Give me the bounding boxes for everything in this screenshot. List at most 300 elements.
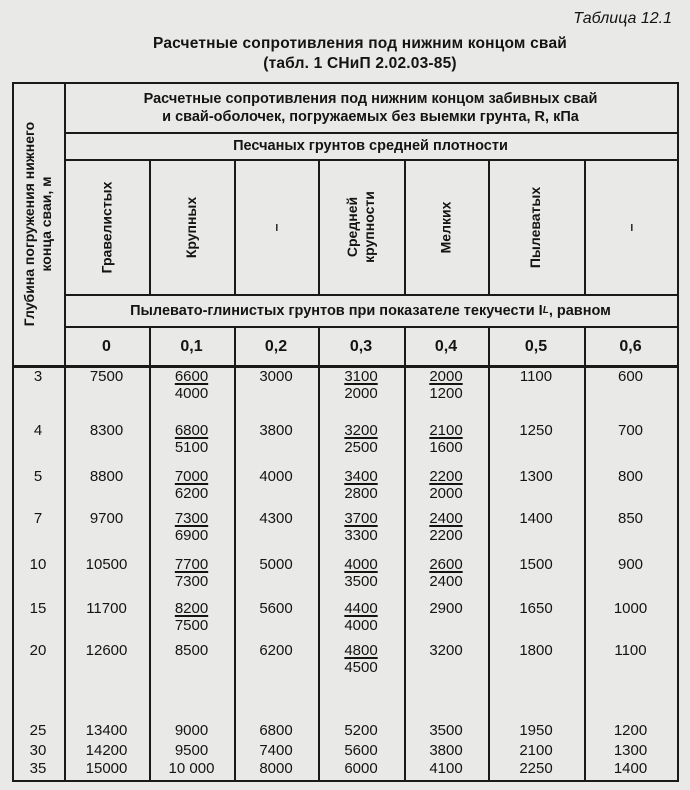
cell-value-lower: 4000 bbox=[344, 617, 378, 634]
cell-value-lower: 3300 bbox=[344, 527, 378, 544]
cell-line bbox=[584, 468, 677, 485]
cell-line bbox=[149, 573, 234, 590]
table-title: Расчетные сопротивления под нижним концом свай bbox=[152, 35, 567, 52]
cell-line bbox=[488, 368, 584, 385]
table-cell bbox=[234, 368, 318, 385]
cell-value: 1100 bbox=[519, 368, 553, 385]
cell-line bbox=[404, 742, 488, 759]
cell-line bbox=[318, 527, 404, 544]
cell-value: 5600 bbox=[259, 600, 293, 617]
sand-type-label bbox=[344, 191, 378, 263]
table-cell bbox=[584, 760, 677, 777]
cell-value-lower: 4000 bbox=[174, 385, 209, 402]
cell-line bbox=[584, 556, 677, 573]
cell-value: 8800 bbox=[89, 468, 124, 485]
cell-value: 1500 bbox=[519, 556, 553, 573]
clay-header bbox=[64, 295, 677, 326]
cell-value: 6600 bbox=[174, 368, 209, 385]
sand-type-label bbox=[183, 196, 200, 257]
table-cell bbox=[149, 642, 234, 659]
cell-value: 850 bbox=[617, 510, 644, 527]
cell-value-lower: 6200 bbox=[174, 485, 209, 502]
cell-line bbox=[584, 422, 677, 439]
sand-type-line: – bbox=[267, 223, 284, 231]
cell-value: 8200 bbox=[174, 600, 209, 617]
table-cell bbox=[404, 642, 488, 659]
depth-value: 7 bbox=[33, 510, 43, 527]
table-cell bbox=[404, 510, 488, 544]
sand-type-label bbox=[527, 186, 544, 267]
cell-value: 3100 bbox=[344, 368, 378, 385]
table-cell bbox=[404, 760, 488, 777]
table-cell bbox=[404, 422, 488, 456]
cell-value: 800 bbox=[617, 468, 644, 485]
cell-line bbox=[318, 385, 404, 402]
table-cell bbox=[584, 642, 677, 659]
depth-value: 35 bbox=[29, 760, 47, 777]
table-cell bbox=[488, 600, 584, 617]
cell-line bbox=[149, 422, 234, 439]
table-cell bbox=[488, 722, 584, 739]
cell-value-lower: 1200 bbox=[429, 385, 463, 402]
cell-line bbox=[488, 422, 584, 439]
table-cell bbox=[149, 556, 234, 590]
cell-value: 2100 bbox=[429, 422, 463, 439]
cell-line bbox=[404, 368, 488, 385]
table-caption: Таблица 12.1 bbox=[573, 10, 672, 27]
cell-value: 14200 bbox=[85, 742, 128, 759]
cell-line bbox=[149, 510, 234, 527]
table-cell bbox=[584, 368, 677, 385]
cell-line bbox=[149, 600, 234, 617]
table-cell bbox=[318, 742, 404, 759]
cell-value: 13400 bbox=[85, 722, 128, 739]
cell-line bbox=[149, 439, 234, 456]
depth-value: 20 bbox=[29, 642, 47, 659]
table-cell bbox=[149, 468, 234, 502]
cell-line bbox=[404, 573, 488, 590]
table-cell bbox=[149, 422, 234, 456]
cell-line bbox=[488, 642, 584, 659]
cell-line bbox=[149, 642, 234, 659]
fluidity-index: 0,6 bbox=[619, 337, 642, 355]
cell-value-lower: 6900 bbox=[174, 527, 209, 544]
cell-line bbox=[64, 468, 149, 485]
sand-type-line: Мелких bbox=[437, 201, 454, 253]
rule-col-body bbox=[488, 327, 490, 780]
cell-value-lower: 7300 bbox=[174, 573, 209, 590]
cell-line bbox=[584, 742, 677, 759]
cell-line bbox=[404, 439, 488, 456]
cell-line bbox=[488, 600, 584, 617]
cell-value-lower: 2200 bbox=[429, 527, 463, 544]
table-cell bbox=[64, 368, 149, 385]
table-cell bbox=[318, 510, 404, 544]
cell-value-lower: 2000 bbox=[344, 385, 378, 402]
cell-value: 9500 bbox=[174, 742, 209, 759]
cell-line bbox=[404, 642, 488, 659]
table-cell bbox=[64, 642, 149, 659]
sand-type-label bbox=[267, 223, 284, 231]
cell-value-lower: 4500 bbox=[344, 659, 378, 676]
cell-value: 6800 bbox=[259, 722, 293, 739]
table-cell bbox=[488, 760, 584, 777]
cell-line bbox=[488, 468, 584, 485]
cell-line bbox=[64, 556, 149, 573]
cell-line bbox=[404, 485, 488, 502]
cell-value: 4400 bbox=[344, 600, 378, 617]
resistance-table bbox=[12, 82, 679, 782]
table-cell bbox=[584, 556, 677, 573]
cell-line bbox=[149, 385, 234, 402]
sand-type-header bbox=[149, 160, 234, 294]
cell-value-lower: 2800 bbox=[344, 485, 378, 502]
sand-type-line: Гравелистых bbox=[98, 181, 114, 273]
table-cell bbox=[64, 722, 149, 739]
cell-line bbox=[149, 722, 234, 739]
cell-value: 4000 bbox=[344, 556, 378, 573]
cell-line bbox=[404, 600, 488, 617]
main-header-line1: Расчетные сопротивления под нижним концом забивных свай bbox=[143, 91, 598, 107]
table-cell bbox=[234, 722, 318, 739]
table-cell bbox=[404, 468, 488, 502]
cell-value: 4800 bbox=[344, 642, 378, 659]
table-cell bbox=[318, 468, 404, 502]
fluidity-index: 0,4 bbox=[434, 337, 458, 355]
cell-value-lower: 2400 bbox=[429, 573, 463, 590]
cell-value: 5000 bbox=[259, 556, 293, 573]
sand-type-header bbox=[318, 160, 404, 294]
cell-line bbox=[318, 468, 404, 485]
table-cell bbox=[318, 722, 404, 739]
table-cell bbox=[488, 510, 584, 527]
table-cell bbox=[234, 742, 318, 759]
cell-value: 7400 bbox=[259, 742, 293, 759]
cell-line bbox=[404, 422, 488, 439]
table-cell bbox=[488, 742, 584, 759]
rule-bottom bbox=[12, 780, 679, 782]
cell-value: 6800 bbox=[174, 422, 209, 439]
table-cell bbox=[149, 510, 234, 544]
depth-header-line2: конца сваи, м bbox=[38, 176, 54, 272]
cell-line bbox=[64, 760, 149, 777]
cell-line bbox=[404, 385, 488, 402]
cell-line bbox=[318, 659, 404, 676]
table-cell bbox=[234, 600, 318, 617]
main-header-line2: и свай-оболочек, погружаемых без выемки грунта, R, кПа bbox=[162, 109, 579, 125]
sand-type-header bbox=[64, 160, 149, 294]
cell-value: 1950 bbox=[519, 722, 553, 739]
cell-value-lower: 2000 bbox=[429, 485, 463, 502]
table-cell bbox=[64, 742, 149, 759]
cell-line bbox=[149, 527, 234, 544]
sand-type-line: Средней bbox=[343, 196, 360, 258]
cell-line bbox=[64, 642, 149, 659]
cell-line bbox=[64, 510, 149, 527]
table-cell bbox=[149, 600, 234, 634]
cell-value: 8300 bbox=[89, 422, 124, 439]
sand-type-label bbox=[98, 181, 115, 273]
rule-right bbox=[677, 82, 679, 782]
table-cell bbox=[488, 368, 584, 385]
cell-line bbox=[318, 485, 404, 502]
cell-value: 1200 bbox=[613, 722, 648, 739]
cell-line bbox=[234, 742, 318, 759]
depth-value: 10 bbox=[29, 556, 47, 573]
cell-line bbox=[149, 368, 234, 385]
cell-line bbox=[234, 600, 318, 617]
table-cell bbox=[584, 468, 677, 485]
table-cell bbox=[149, 742, 234, 759]
depth-value: 15 bbox=[29, 600, 47, 617]
cell-line bbox=[149, 760, 234, 777]
cell-value: 2200 bbox=[429, 468, 463, 485]
cell-line bbox=[584, 642, 677, 659]
table-cell bbox=[584, 722, 677, 739]
sand-type-header bbox=[404, 160, 488, 294]
cell-line bbox=[488, 760, 584, 777]
cell-line bbox=[149, 742, 234, 759]
cell-line bbox=[64, 600, 149, 617]
cell-value: 6200 bbox=[259, 642, 293, 659]
table-subtitle: (табл. 1 СНиП 2.02.03-85) bbox=[263, 55, 457, 72]
cell-value: 900 bbox=[617, 556, 644, 573]
table-cell bbox=[404, 722, 488, 739]
cell-value: 700 bbox=[617, 422, 644, 439]
cell-value-lower: 1600 bbox=[429, 439, 463, 456]
cell-line bbox=[318, 422, 404, 439]
table-cell bbox=[488, 556, 584, 573]
sand-type-line: Крупных bbox=[182, 196, 199, 258]
table-cell bbox=[318, 760, 404, 777]
cell-value: 1250 bbox=[519, 422, 553, 439]
cell-value: 1300 bbox=[613, 742, 648, 759]
cell-value-lower: 2500 bbox=[344, 439, 378, 456]
cell-value: 10 000 bbox=[168, 760, 215, 777]
cell-value: 2600 bbox=[429, 556, 463, 573]
cell-line bbox=[318, 439, 404, 456]
cell-value: 3000 bbox=[259, 368, 293, 385]
cell-line bbox=[64, 368, 149, 385]
cell-line bbox=[404, 556, 488, 573]
table-cell bbox=[488, 422, 584, 439]
cell-line bbox=[488, 722, 584, 739]
cell-line bbox=[234, 368, 318, 385]
cell-line bbox=[584, 760, 677, 777]
table-cell bbox=[64, 600, 149, 617]
cell-line bbox=[584, 722, 677, 739]
table-cell bbox=[64, 510, 149, 527]
depth-column-header bbox=[12, 84, 64, 364]
table-cell bbox=[584, 422, 677, 439]
sand-type-header bbox=[234, 160, 318, 294]
cell-value: 1650 bbox=[519, 600, 553, 617]
cell-value: 7000 bbox=[174, 468, 209, 485]
cell-line bbox=[149, 468, 234, 485]
table-cell bbox=[234, 422, 318, 439]
cell-value: 8000 bbox=[259, 760, 293, 777]
cell-value-lower: 3500 bbox=[344, 573, 378, 590]
cell-value: 2900 bbox=[429, 600, 463, 617]
cell-value-lower: 7500 bbox=[174, 617, 209, 634]
table-cell bbox=[64, 760, 149, 777]
table-cell bbox=[488, 468, 584, 485]
cell-value: 3800 bbox=[429, 742, 463, 759]
cell-value: 5600 bbox=[344, 742, 378, 759]
table-cell bbox=[149, 722, 234, 739]
table-cell bbox=[404, 600, 488, 617]
clay-header-text: Пылевато-глинистых грунтов при показателе текучести I bbox=[130, 302, 543, 319]
cell-value: 2250 bbox=[519, 760, 553, 777]
cell-value: 3200 bbox=[429, 642, 463, 659]
table-cell bbox=[149, 368, 234, 402]
cell-line bbox=[64, 742, 149, 759]
cell-line bbox=[318, 722, 404, 739]
cell-line bbox=[234, 760, 318, 777]
cell-value: 11700 bbox=[86, 600, 127, 617]
sand-header: Песчаных грунтов средней плотности bbox=[233, 138, 508, 154]
table-cell bbox=[318, 422, 404, 456]
fluidity-index: 0,1 bbox=[180, 337, 203, 355]
depth-value: 4 bbox=[33, 422, 43, 439]
cell-value: 3400 bbox=[344, 468, 378, 485]
cell-value: 600 bbox=[617, 368, 644, 385]
table-cell bbox=[64, 468, 149, 485]
cell-value: 1400 bbox=[519, 510, 553, 527]
cell-line bbox=[404, 722, 488, 739]
cell-line bbox=[318, 742, 404, 759]
cell-value: 8500 bbox=[174, 642, 209, 659]
cell-line bbox=[488, 556, 584, 573]
cell-line bbox=[234, 510, 318, 527]
cell-value: 2400 bbox=[429, 510, 463, 527]
cell-line bbox=[149, 485, 234, 502]
cell-value: 4000 bbox=[259, 468, 293, 485]
table-cell bbox=[584, 510, 677, 527]
table-cell bbox=[584, 600, 677, 617]
cell-line bbox=[318, 617, 404, 634]
rule-col-body bbox=[584, 327, 586, 780]
sand-type-line: Пылеватых bbox=[527, 186, 544, 268]
cell-line bbox=[318, 573, 404, 590]
cell-line bbox=[488, 510, 584, 527]
table-cell bbox=[404, 742, 488, 759]
fluidity-index: 0,2 bbox=[264, 337, 288, 355]
cell-value: 3500 bbox=[429, 722, 463, 739]
clay-header-end: , равном bbox=[548, 302, 611, 319]
cell-line bbox=[404, 468, 488, 485]
depth-value: 25 bbox=[29, 722, 47, 739]
depth-value: 30 bbox=[29, 742, 47, 759]
cell-value: 4300 bbox=[259, 510, 293, 527]
cell-value: 6000 bbox=[344, 760, 378, 777]
cell-line bbox=[318, 642, 404, 659]
table-cell bbox=[404, 368, 488, 402]
cell-value: 9000 bbox=[174, 722, 209, 739]
main-header bbox=[64, 84, 677, 132]
table-cell bbox=[64, 556, 149, 573]
cell-value: 3700 bbox=[344, 510, 378, 527]
cell-line bbox=[318, 760, 404, 777]
fluidity-index: 0 bbox=[102, 337, 111, 355]
cell-line bbox=[234, 468, 318, 485]
fluidity-index: 0,5 bbox=[524, 337, 548, 355]
cell-value: 5200 bbox=[344, 722, 378, 739]
sand-type-label bbox=[438, 201, 455, 253]
sand-type-header bbox=[584, 160, 677, 294]
cell-value: 1000 bbox=[613, 600, 648, 617]
cell-value-lower: 5100 bbox=[174, 439, 209, 456]
sand-type-line: крупности bbox=[360, 191, 377, 263]
table-cell bbox=[234, 642, 318, 659]
cell-value: 7500 bbox=[89, 368, 124, 385]
table-cell bbox=[404, 556, 488, 590]
cell-line bbox=[64, 722, 149, 739]
depth-value: 3 bbox=[33, 368, 43, 385]
table-cell bbox=[234, 468, 318, 485]
cell-line bbox=[234, 722, 318, 739]
cell-value: 4100 bbox=[429, 760, 463, 777]
cell-line bbox=[584, 510, 677, 527]
cell-value: 3800 bbox=[259, 422, 293, 439]
cell-value: 2000 bbox=[429, 368, 463, 385]
cell-line bbox=[584, 368, 677, 385]
cell-value: 2100 bbox=[519, 742, 553, 759]
sand-type-line: – bbox=[621, 223, 638, 231]
table-cell bbox=[149, 760, 234, 777]
sand-type-label bbox=[622, 223, 639, 231]
cell-line bbox=[234, 556, 318, 573]
depth-value: 5 bbox=[33, 468, 43, 485]
cell-value: 15000 bbox=[85, 760, 128, 777]
cell-value: 1800 bbox=[519, 642, 553, 659]
clay-header-subscript: L bbox=[542, 305, 549, 316]
cell-line bbox=[234, 642, 318, 659]
cell-line bbox=[149, 617, 234, 634]
cell-line bbox=[488, 742, 584, 759]
cell-value: 1100 bbox=[614, 642, 647, 659]
cell-value: 7300 bbox=[174, 510, 209, 527]
cell-line bbox=[404, 510, 488, 527]
table-cell bbox=[488, 642, 584, 659]
table-cell bbox=[64, 422, 149, 439]
cell-value: 1300 bbox=[519, 468, 553, 485]
table-cell bbox=[584, 742, 677, 759]
cell-line bbox=[318, 556, 404, 573]
cell-line bbox=[404, 527, 488, 544]
cell-line bbox=[404, 760, 488, 777]
cell-line bbox=[318, 368, 404, 385]
rule-col-body bbox=[234, 327, 236, 780]
table-cell bbox=[318, 368, 404, 402]
table-cell bbox=[234, 760, 318, 777]
table-cell bbox=[318, 556, 404, 590]
sand-type-header bbox=[488, 160, 584, 294]
table-cell bbox=[318, 642, 404, 676]
cell-value: 1400 bbox=[613, 760, 648, 777]
table-cell bbox=[234, 510, 318, 527]
cell-value: 3200 bbox=[344, 422, 378, 439]
table-cell bbox=[234, 556, 318, 573]
depth-header-line1: Глубина погружения нижнего bbox=[21, 121, 37, 327]
cell-line bbox=[234, 422, 318, 439]
cell-line bbox=[584, 600, 677, 617]
fluidity-index: 0,3 bbox=[349, 337, 373, 355]
cell-line bbox=[64, 422, 149, 439]
cell-line bbox=[318, 510, 404, 527]
cell-line bbox=[149, 556, 234, 573]
cell-value: 12600 bbox=[85, 642, 128, 659]
